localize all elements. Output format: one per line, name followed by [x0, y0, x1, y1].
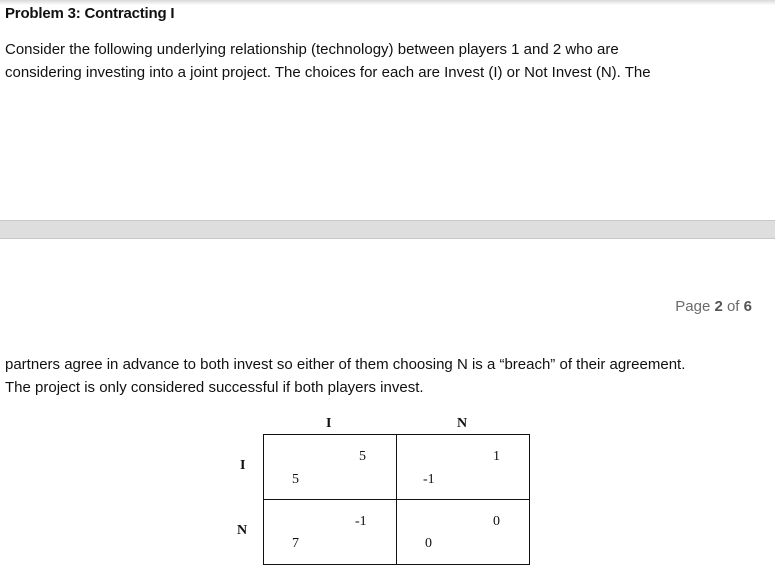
row-label-invest: I [240, 458, 246, 473]
cell-invest-not-invest [396, 434, 530, 500]
cell-not-invest-not-invest [396, 499, 530, 565]
problem-heading: Problem 3: Contracting I [5, 5, 175, 22]
continuation-line-1: partners agree in advance to both invest so either of them choosing N is a “breach” of their agreement. [5, 356, 686, 373]
intro-line-1: Consider the following underlying relationship (technology) between players 1 and 2 who are [5, 41, 619, 58]
row-label-not-invest: N [237, 523, 248, 538]
cell-invest-invest [263, 434, 397, 500]
cell-p2-payoff: -1 [355, 514, 367, 529]
page-number [675, 298, 752, 315]
continuation-paragraph [5, 353, 770, 399]
intro-paragraph [5, 38, 770, 84]
cell-p2-payoff: 5 [359, 449, 366, 464]
page-break-gap [0, 220, 775, 239]
cell-p1-payoff: 7 [292, 536, 299, 551]
cell-p1-payoff: -1 [423, 472, 435, 487]
intro-line-2: considering investing into a joint project. The choices for each are Invest (I) or Not Invest (N). The [5, 64, 651, 81]
cell-p2-payoff: 1 [493, 449, 500, 464]
column-label-invest: I [326, 416, 332, 431]
page-total: 6 [743, 298, 752, 315]
page-prefix: Page [675, 298, 715, 315]
cell-not-invest-invest [263, 499, 397, 565]
continuation-line-2: The project is only considered successful if both players invest. [5, 379, 424, 396]
page-sep: of [722, 298, 744, 315]
cell-p1-payoff: 5 [292, 472, 299, 487]
cell-p2-payoff: 0 [493, 514, 500, 529]
cell-p1-payoff: 0 [425, 536, 432, 551]
page-current: 2 [714, 298, 723, 315]
column-label-not-invest: N [457, 416, 468, 431]
